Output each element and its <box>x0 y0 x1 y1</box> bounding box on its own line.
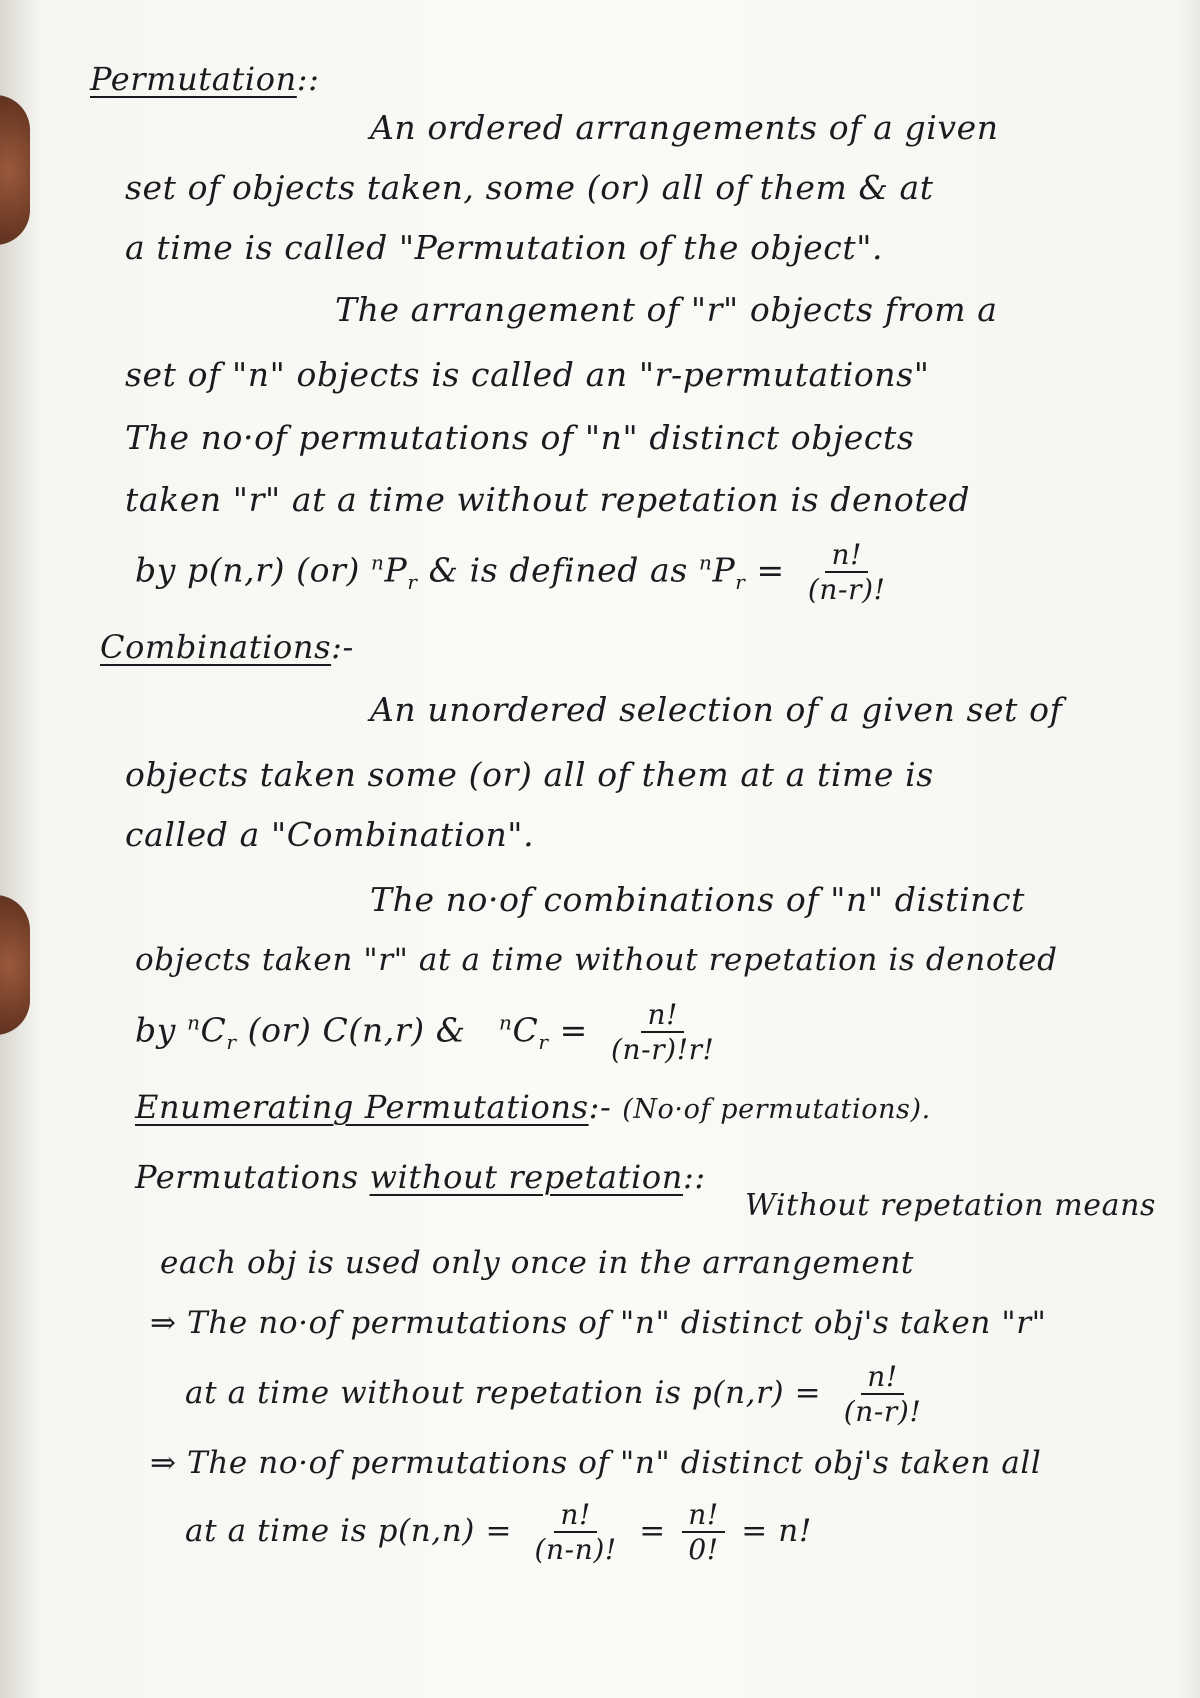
point-1-line-a: ⇒ The no·of permutations of "n" distinct obj's taken "r" <box>150 1305 1047 1341</box>
combinations-line-1: An unordered selection of a given set of <box>370 690 1063 729</box>
permutation-line-4: The arrangement of "r" objects from a <box>335 290 998 329</box>
combinations-line-3: called a "Combination". <box>125 815 535 854</box>
permutation-line-5: set of "n" objects is called an "r-permutations" <box>125 355 930 394</box>
enumerating-heading: Enumerating Permutations:- (No·of permutations). <box>135 1088 931 1126</box>
permutation-line-6: The no·of permutations of "n" distinct objects <box>125 418 915 457</box>
point-2-fraction-1: $\frac{n!}{(n-n)!}$ <box>534 1498 617 1567</box>
combinations-formula: by $^nC_r$ (or) C(n,r) & $^nC_r$ = $\frac{n!}{(n-r)!r!}$ <box>135 1000 726 1065</box>
point-1-fraction: $\frac{n!}{(n-r)!}$ <box>843 1360 922 1429</box>
combinations-fraction: $\frac{n!}{(n-r)!r!}$ <box>610 998 715 1067</box>
arrow-icon: ⇒ <box>150 1305 177 1341</box>
permutation-formula: by p(n,r) (or) $^nP_r$ & is defined as $^nP_r$ = $\frac{n!}{(n-r)!}$ <box>135 540 897 605</box>
combinations-line-4: The no·of combinations of "n" distinct <box>370 880 1025 919</box>
permutation-line-2: set of objects taken, some (or) all of them & at <box>125 168 934 207</box>
point-2-line-b: at a time is p(n,n) = $\frac{n!}{(n-n)!}$ = $\frac{n!}{0!}$ = n! <box>185 1498 812 1567</box>
point-1-line-b: at a time without repetation is p(n,r) = $\frac{n!}{(n-r)!}$ <box>185 1362 933 1427</box>
permutation-line-3: a time is called "Permutation of the object". <box>125 228 884 267</box>
combinations-line-2: objects taken some (or) all of them at a time is <box>125 755 934 794</box>
point-2-line-a: ⇒ The no·of permutations of "n" distinct obj's taken all <box>150 1445 1042 1481</box>
combinations-heading: Combinations:- <box>100 628 354 666</box>
point-2-fraction-2: $\frac{n!}{0!}$ <box>682 1500 725 1565</box>
without-repetation-heading: Permutations without repetation:: <box>135 1158 706 1196</box>
permutation-line-1: An ordered arrangements of a given <box>370 108 999 147</box>
permutation-fraction: $\frac{n!}{(n-r)!}$ <box>807 538 886 607</box>
enumerating-note: (No·of permutations). <box>622 1094 931 1125</box>
permutation-line-7: taken "r" at a time without repetation is denoted <box>125 480 971 519</box>
permutation-heading: Permutation:: <box>90 60 320 98</box>
arrow-icon: ⇒ <box>150 1445 177 1481</box>
without-repetation-intro: Without repetation means <box>745 1188 1157 1223</box>
combinations-line-5: objects taken "r" at a time without repetation is denoted <box>135 942 1058 978</box>
without-repetation-line-2: each obj is used only once in the arrangement <box>160 1245 914 1281</box>
